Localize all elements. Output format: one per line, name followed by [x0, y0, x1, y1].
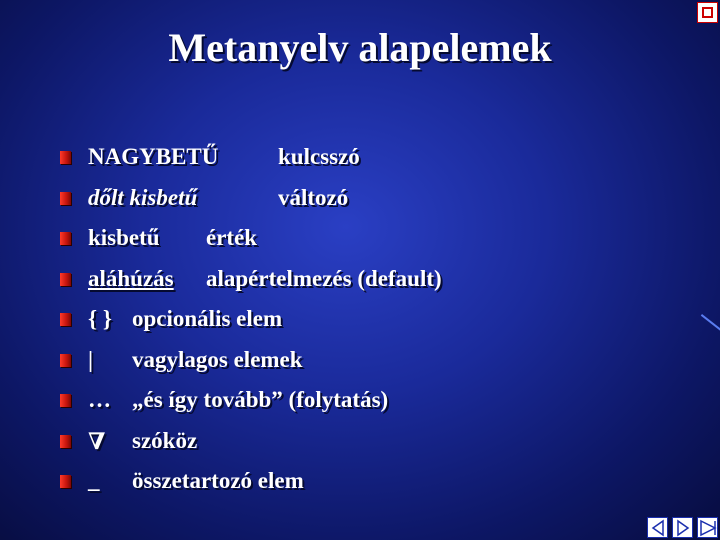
list-item-term: { }	[88, 306, 112, 331]
list-item	[60, 181, 620, 222]
bullet-square-icon	[60, 394, 71, 407]
list-item-desc: kulcsszó	[278, 144, 360, 169]
list-item-desc: érték	[206, 225, 258, 250]
square-stop-icon[interactable]	[697, 2, 718, 23]
list-item-desc: szóköz	[132, 427, 198, 453]
decorative-line	[701, 314, 720, 331]
list-item-term: _	[88, 468, 100, 493]
list-item-desc: összetartozó elem	[132, 468, 304, 493]
triangle-right-icon	[673, 518, 694, 539]
triangle-end-icon	[698, 518, 719, 539]
list-item	[60, 464, 620, 505]
list-item	[60, 302, 620, 343]
bullet-square-icon	[60, 151, 71, 164]
triangle-left-icon	[648, 518, 669, 539]
list-item-desc: alapértelmezés (default)	[206, 265, 442, 291]
list-item-term: ∇	[88, 428, 106, 454]
bullet-square-icon	[60, 192, 71, 205]
list-item	[60, 221, 620, 262]
square-stop-inner	[702, 7, 713, 18]
bullet-square-icon	[60, 354, 71, 367]
list-item-desc: „és így tovább” (folytatás)	[132, 387, 389, 412]
list-item-term: dőlt kisbetű	[88, 184, 198, 210]
slide-title: Metanyelv alapelemek	[168, 25, 552, 70]
list-item	[60, 383, 620, 424]
next-slide-button[interactable]	[672, 517, 693, 538]
list-item	[60, 424, 620, 465]
list-item	[60, 343, 620, 384]
list-item-term: |	[88, 346, 94, 372]
bullet-list	[60, 140, 620, 505]
bullet-square-icon	[60, 475, 71, 488]
bullet-square-icon	[60, 435, 71, 448]
list-item-term: kisbetű	[88, 225, 160, 250]
bullet-square-icon	[60, 273, 71, 286]
end-slide-button[interactable]	[697, 517, 718, 538]
list-item	[60, 262, 620, 303]
bullet-square-icon	[60, 313, 71, 326]
list-item-desc: opcionális elem	[132, 306, 283, 331]
bullet-square-icon	[60, 232, 71, 245]
list-item	[60, 140, 620, 181]
prev-slide-button[interactable]	[647, 517, 668, 538]
list-item-term: NAGYBETŰ	[88, 144, 219, 169]
list-item-desc: változó	[278, 184, 349, 210]
list-item-term: …	[88, 387, 111, 412]
list-item-desc: vagylagos elemek	[132, 346, 303, 372]
list-item-term: aláhúzás	[88, 265, 174, 291]
